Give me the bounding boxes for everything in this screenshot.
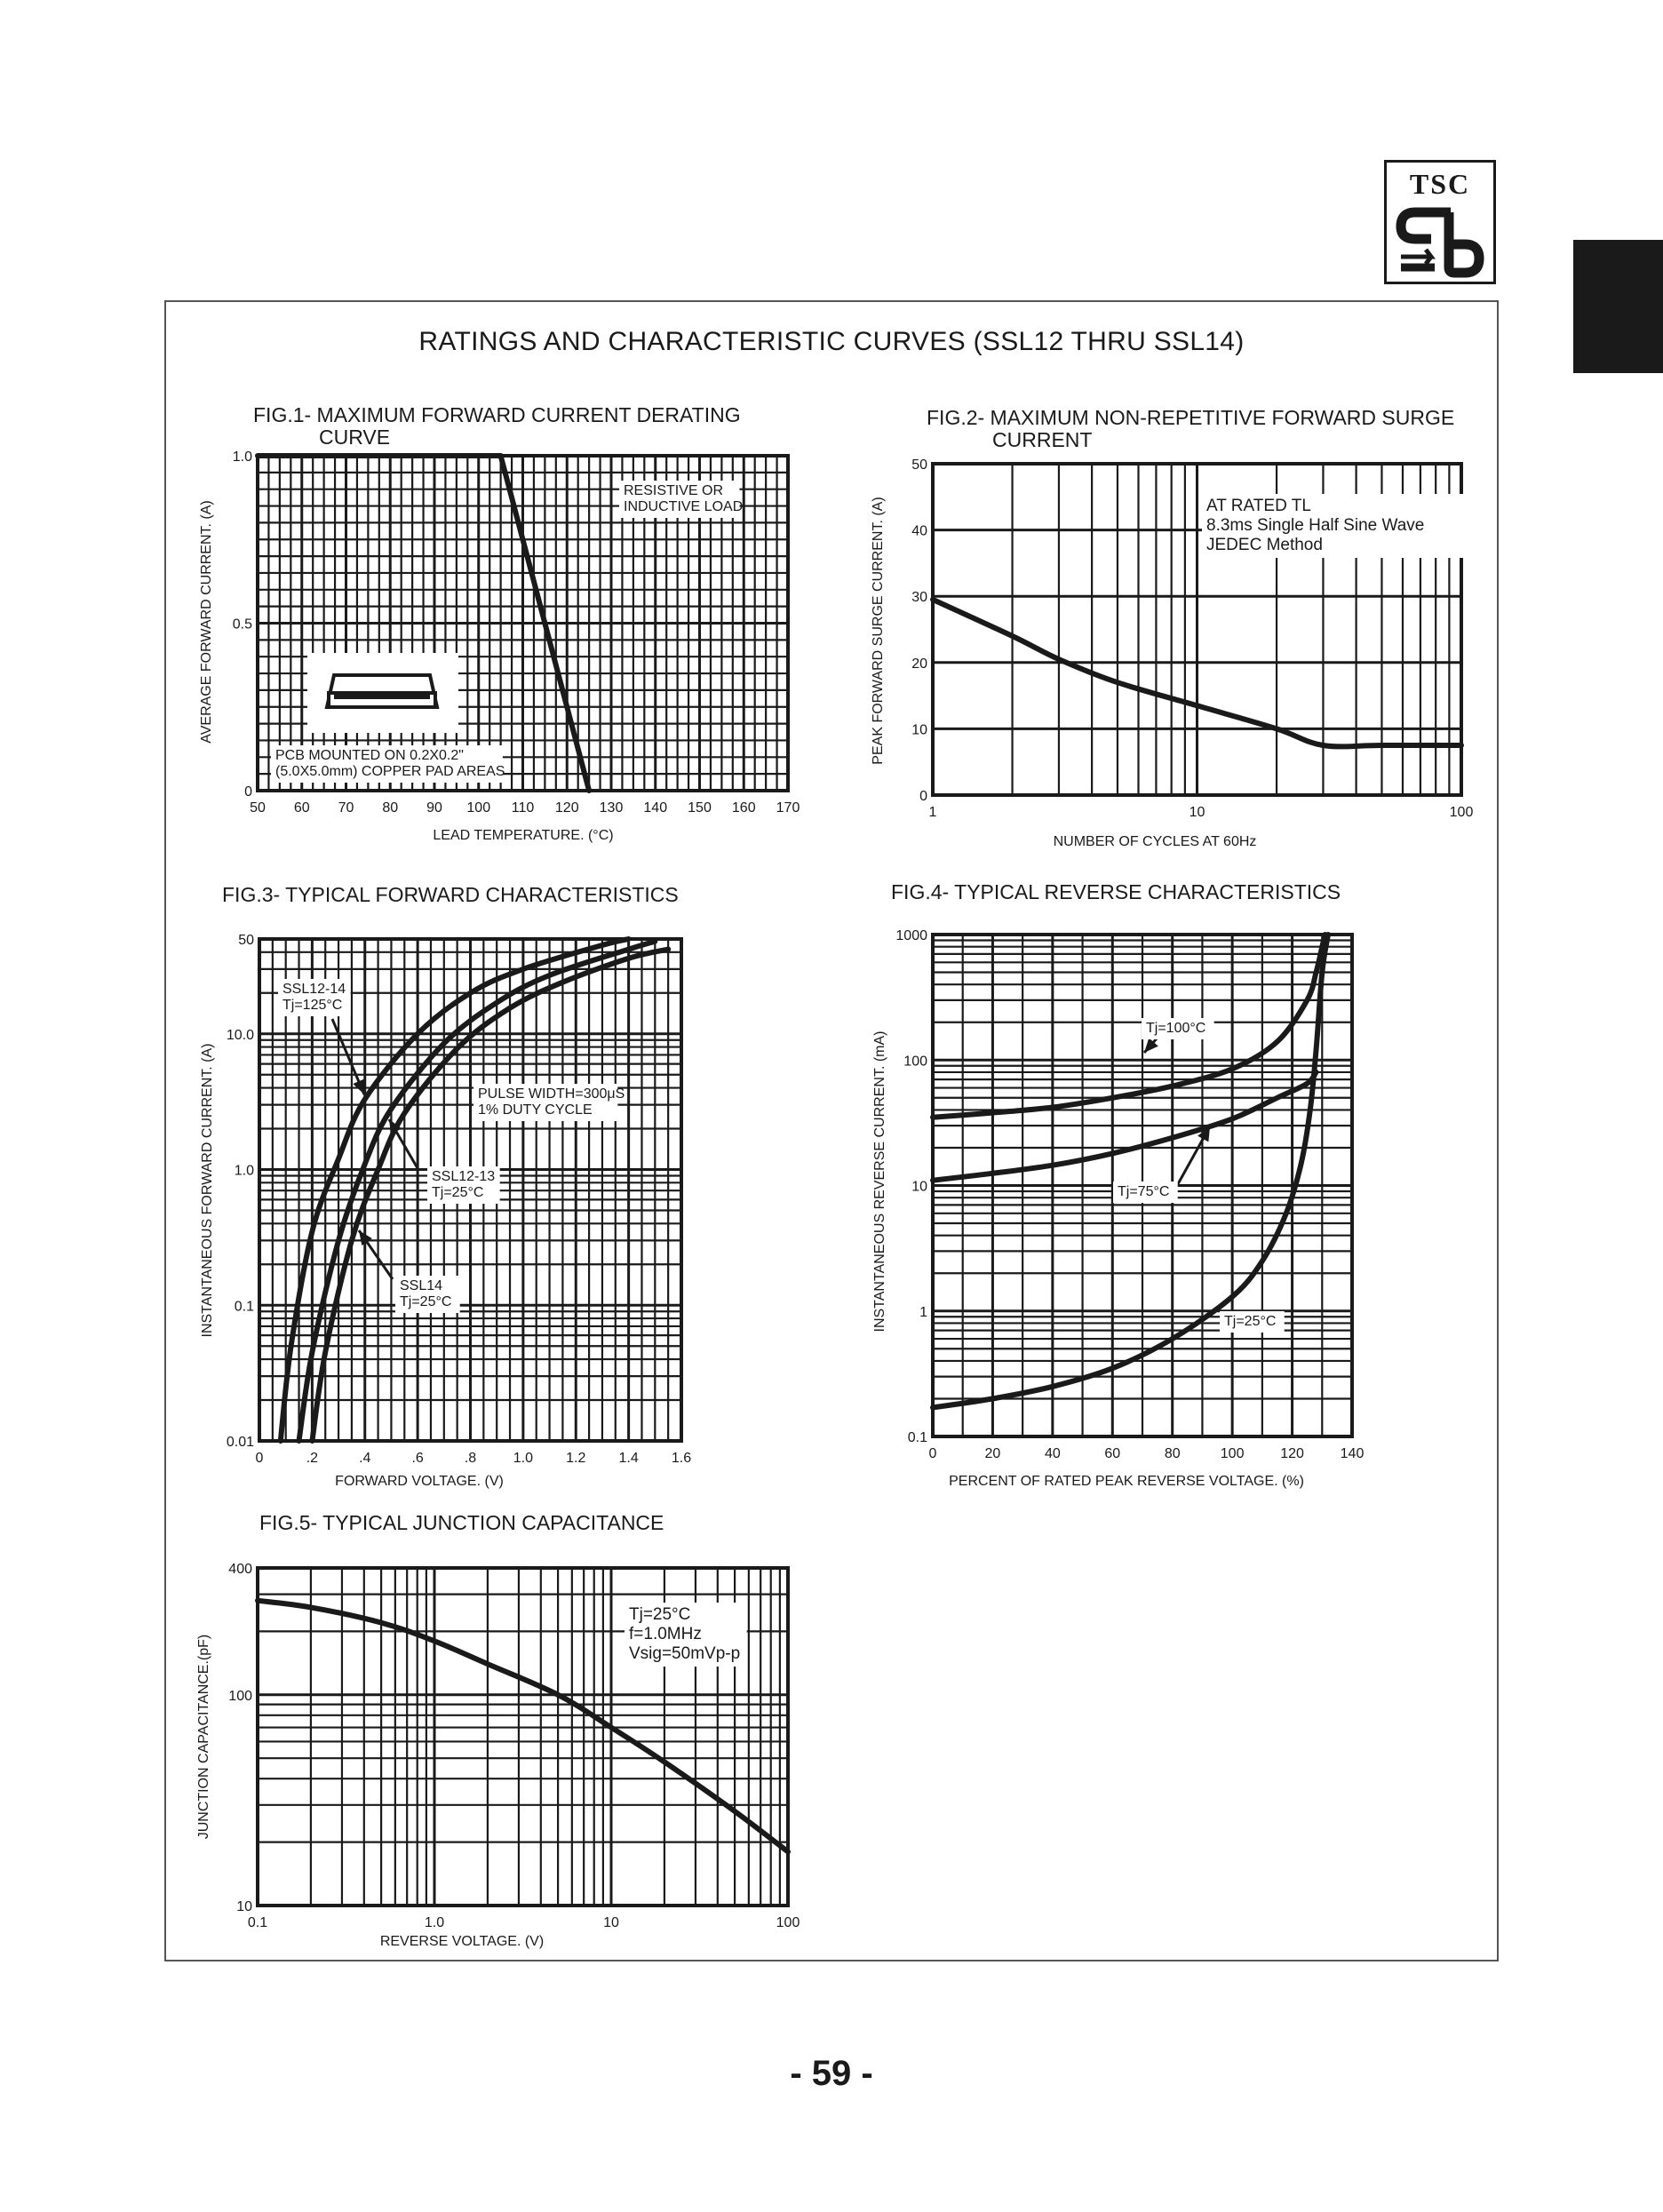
fig4-x-tick-label: 100 (1220, 1446, 1245, 1461)
fig1-annotation-text: (5.0X5.0mm) COPPER PAD AREAS (275, 764, 505, 779)
fig5-y-axis-label: JUNCTION CAPACITANCE.(pF) (196, 1634, 211, 1840)
fig4-x-tick-label: 140 (1340, 1446, 1365, 1461)
fig2-x-tick-label: 10 (1189, 805, 1205, 820)
fig5-title: FIG.5- TYPICAL JUNCTION CAPACITANCE (259, 1511, 664, 1534)
fig4-x-tick-label: 0 (928, 1446, 937, 1461)
fig3-annotation-text: 1% DUTY CYCLE (478, 1102, 593, 1118)
fig3-annotation (427, 1166, 500, 1204)
fig4-x-tick-label: 40 (1044, 1446, 1061, 1461)
logo-text: TSC (1409, 168, 1471, 200)
fig1-annotation (619, 481, 743, 518)
fig2-annotation-text: 8.3ms Single Half Sine Wave (1206, 516, 1425, 535)
fig3-x-axis-label: FORWARD VOLTAGE. (V) (335, 1474, 504, 1489)
fig4-annotation (1220, 1311, 1285, 1333)
fig2-annotation-text: JEDEC Method (1206, 536, 1323, 554)
fig2-x-tick-label: 1 (928, 805, 937, 820)
fig1-x-tick-label: 80 (382, 800, 399, 816)
fig1-x-tick-label: 90 (426, 800, 442, 816)
fig2-y-tick-label: 10 (911, 722, 927, 738)
fig3-annotation (278, 979, 351, 1016)
fig1-title-line1: FIG.1- MAXIMUM FORWARD CURRENT DERATING (253, 403, 741, 426)
fig5-annotation-text: Tj=25°C (629, 1605, 691, 1624)
fig3-annotation-text: PULSE WIDTH=300μS (478, 1086, 625, 1102)
fig4-annotation-text: Tj=25°C (1224, 1314, 1277, 1329)
fig3-annotation-text: Tj=125°C (282, 998, 343, 1013)
fig1-y-axis-label: AVERAGE FORWARD CURRENT. (A) (199, 500, 214, 744)
fig3-y-tick-label: 0.1 (234, 1299, 254, 1315)
fig3-x-tick-label: 0 (255, 1451, 264, 1466)
fig2-y-tick-label: 40 (911, 523, 927, 539)
fig1-chart (199, 450, 800, 843)
fig4-y-tick-label: 100 (903, 1054, 927, 1070)
fig1-y-tick-label: 0 (244, 784, 252, 800)
fig4-y-tick-label: 1000 (895, 928, 927, 943)
fig4-annotation (1113, 1182, 1178, 1203)
fig5-y-tick-label: 400 (228, 1562, 252, 1577)
fig4-title: FIG.4- TYPICAL REVERSE CHARACTERISTICS (891, 880, 1341, 903)
fig1-x-tick-label: 70 (338, 800, 354, 816)
fig5-x-tick-label: 100 (776, 1915, 800, 1930)
fig2-y-tick-label: 50 (911, 458, 927, 473)
fig1-annotation-text: RESISTIVE OR (624, 483, 724, 498)
fig3-annotation-text: Tj=25°C (432, 1185, 484, 1200)
fig3-y-tick-label: 1.0 (234, 1163, 254, 1179)
page-number: - 59 - (790, 2054, 873, 2093)
fig1-x-tick-label: 150 (688, 800, 712, 816)
fig3-annotation-arrow (332, 1019, 364, 1094)
fig3-x-tick-label: 1.4 (618, 1451, 639, 1466)
fig3-annotation-text: SSL14 (400, 1278, 443, 1293)
fig4-y-axis-label: INSTANTANEOUS REVERSE CURRENT. (mA) (872, 1030, 887, 1333)
fig5-x-axis-label: REVERSE VOLTAGE. (V) (379, 1934, 545, 1949)
fig4-x-axis-label: PERCENT OF RATED PEAK REVERSE VOLTAGE. (%) (949, 1474, 1304, 1489)
fig1-x-tick-label: 140 (643, 800, 668, 816)
fig1-x-tick-label: 110 (511, 800, 535, 816)
fig1-x-tick-label: 100 (466, 800, 491, 816)
fig2-y-axis-label: PEAK FORWARD SURGE CURRENT. (A) (871, 497, 886, 765)
fig4-annotation-text: Tj=100°C (1146, 1021, 1206, 1036)
fig2-annotation (1202, 494, 1466, 558)
fig1-annotation (271, 745, 505, 783)
fig4-annotation (1142, 1018, 1214, 1039)
fig2-y-tick-label: 30 (911, 590, 927, 606)
fig4-annotation-text: Tj=75°C (1118, 1184, 1170, 1199)
fig3-annotation (395, 1276, 460, 1313)
fig4-x-tick-label: 20 (984, 1446, 1001, 1461)
fig1-x-axis-label: LEAD TEMPERATURE. (°C) (433, 828, 614, 843)
fig3-x-tick-label: .8 (464, 1451, 477, 1466)
fig3-x-tick-label: 1.2 (566, 1451, 586, 1466)
fig3-y-axis-label: INSTANTANEOUS FORWARD CURRENT. (A) (200, 1043, 215, 1338)
fig3-x-tick-label: .4 (359, 1451, 371, 1466)
fig3-x-tick-label: 1.6 (671, 1451, 692, 1466)
fig1-x-tick-label: 170 (776, 800, 800, 816)
fig3-x-tick-label: 1.0 (513, 1451, 533, 1466)
fig1-annotation-text: INDUCTIVE LOAD (624, 499, 744, 514)
smd-package-icon (307, 653, 458, 733)
fig3-annotation (473, 1084, 625, 1121)
fig1-x-tick-label: 130 (599, 800, 624, 816)
fig5-annotation (625, 1603, 747, 1667)
fig1-annotation-text: PCB MOUNTED ON 0.2X0.2" (275, 748, 464, 763)
fig3-annotation-text: Tj=25°C (400, 1294, 452, 1309)
fig1-title-line2: CURVE (319, 426, 391, 449)
fig1-y-tick-label: 1.0 (232, 450, 252, 465)
fig4-y-tick-label: 1 (919, 1304, 927, 1320)
fig3-y-tick-label: 10.0 (226, 1027, 254, 1043)
fig2-annotation-text: AT RATED TL (1206, 497, 1311, 515)
fig3-annotation-arrow (389, 1119, 418, 1168)
fig2-y-tick-label: 20 (911, 656, 927, 672)
fig5-x-tick-label: 1.0 (424, 1915, 445, 1930)
fig5-chart (196, 1562, 800, 1949)
fig3-annotation-text: SSL12-13 (432, 1169, 496, 1184)
fig5-annotation-text: f=1.0MHz (629, 1625, 702, 1643)
fig3-annotation-text: SSL12-14 (282, 982, 346, 997)
fig3-x-tick-label: .2 (306, 1451, 319, 1466)
fig1-y-tick-label: 0.5 (232, 617, 252, 633)
fig2-y-tick-label: 0 (919, 789, 927, 804)
fig1-x-tick-label: 120 (554, 800, 579, 816)
fig4-y-tick-label: 0.1 (907, 1430, 927, 1445)
fig4-x-tick-label: 120 (1280, 1446, 1304, 1461)
fig2-x-tick-label: 100 (1449, 805, 1474, 820)
fig1-x-tick-label: 60 (293, 800, 310, 816)
fig5-y-tick-label: 100 (228, 1688, 252, 1704)
fig4-chart (872, 928, 1364, 1489)
fig2-chart (871, 458, 1473, 849)
fig3-y-tick-label: 0.01 (226, 1435, 254, 1450)
fig4-x-tick-label: 80 (1164, 1446, 1181, 1461)
fig4-y-tick-label: 10 (911, 1179, 927, 1195)
fig3-x-tick-label: .6 (411, 1451, 424, 1466)
fig2-x-axis-label: NUMBER OF CYCLES AT 60Hz (1053, 834, 1257, 849)
fig1-x-tick-label: 50 (250, 800, 266, 816)
fig1-x-tick-label: 160 (731, 800, 756, 816)
fig5-annotation-text: Vsig=50mVp-p (629, 1644, 741, 1663)
fig2-title-line2: CURRENT (992, 428, 1093, 451)
fig2-title-line1: FIG.2- MAXIMUM NON-REPETITIVE FORWARD SURGE (927, 406, 1455, 429)
fig3-y-tick-label: 50 (238, 933, 254, 948)
fig5-y-tick-label: 10 (236, 1899, 252, 1914)
fig4-x-tick-label: 60 (1104, 1446, 1121, 1461)
page-title: RATINGS AND CHARACTERISTIC CURVES (SSL12 THRU SSL14) (418, 327, 1245, 356)
fig3-chart (200, 933, 691, 1489)
fig3-title: FIG.3- TYPICAL FORWARD CHARACTERISTICS (222, 883, 679, 906)
fig5-x-tick-label: 0.1 (247, 1915, 268, 1930)
fig5-x-tick-label: 10 (603, 1915, 619, 1930)
